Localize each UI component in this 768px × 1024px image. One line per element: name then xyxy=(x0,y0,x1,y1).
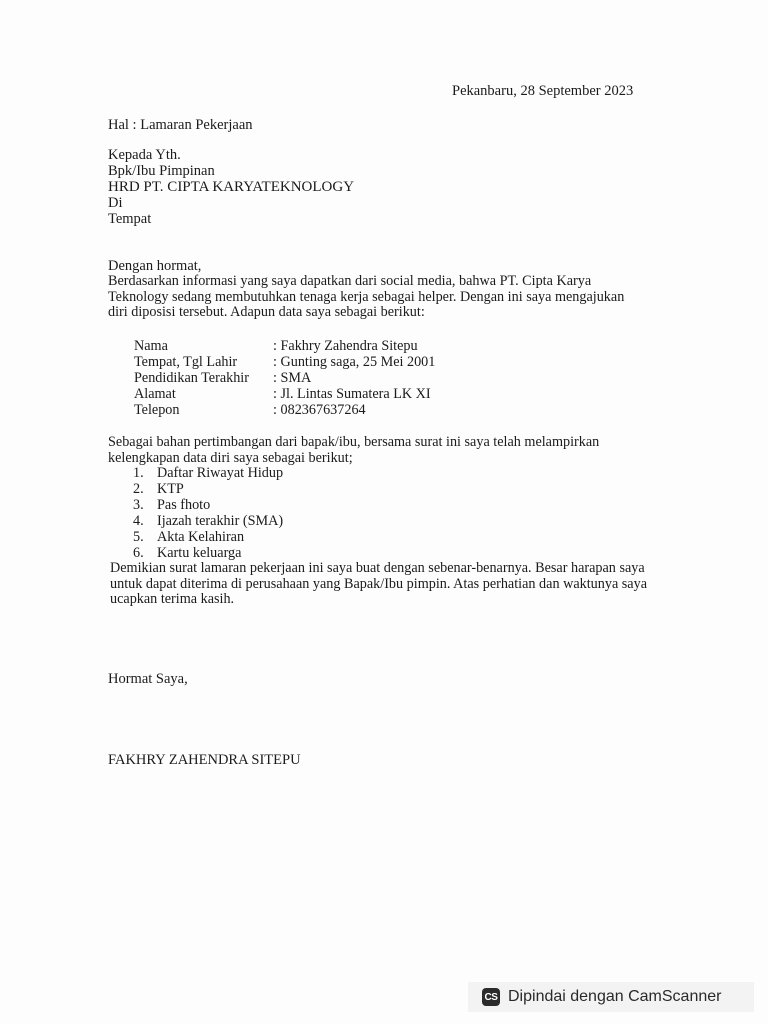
data-label: Telepon xyxy=(134,402,180,418)
letter-date: Pekanbaru, 28 September 2023 xyxy=(452,83,634,99)
closing-paragraph xyxy=(110,561,647,608)
intro-paragraph xyxy=(108,274,624,321)
personal-data-table xyxy=(134,338,435,418)
paragraph-line: Teknology sedang membutuhkan tenaga kerja sebagai helper. Dengan ini saya mengajukan xyxy=(108,288,625,305)
list-number: 2. xyxy=(133,481,144,497)
list-text: KTP xyxy=(157,481,184,497)
data-value: : 082367637264 xyxy=(273,402,366,418)
data-row-name xyxy=(134,338,435,354)
list-text: Kartu keluarga xyxy=(157,545,242,561)
paragraph-line: Berdasarkan informasi yang saya dapatkan dari social media, bahwa PT. Cipta Karya xyxy=(108,273,592,289)
paragraph-line: Sebagai bahan pertimbangan dari bapak/ibu, bersama surat ini saya telah melampirkan xyxy=(108,434,600,450)
recipient-line: Kepada Yth. xyxy=(108,147,181,163)
paragraph-line: Demikian surat lamaran pekerjaan ini saya buat dengan sebenar-benarnya. Besar harapan saya xyxy=(110,560,645,576)
list-item xyxy=(133,481,283,497)
data-label: Nama xyxy=(134,338,168,354)
paragraph-line: untuk dapat diterima di perusahaan yang Bapak/Ibu pimpin. Atas perhatian dan waktunya saya xyxy=(110,575,647,592)
paragraph-line: ucapkan terima kasih. xyxy=(110,591,235,607)
data-value: : SMA xyxy=(273,370,311,386)
data-label: Tempat, Tgl Lahir xyxy=(134,354,238,370)
data-row-address xyxy=(134,386,435,402)
list-item xyxy=(133,465,283,481)
list-text: Daftar Riwayat Hidup xyxy=(157,465,284,481)
recipient-company: HRD PT. CIPTA KARYATEKNOLOGY xyxy=(108,179,355,195)
data-row-birth xyxy=(134,354,435,370)
list-item xyxy=(133,513,283,529)
recipient-block xyxy=(108,147,354,227)
paragraph-line: kelengkapan data diri saya sebagai berikut; xyxy=(108,449,353,466)
camscanner-logo-icon: CS xyxy=(482,988,500,1006)
list-number: 5. xyxy=(133,529,144,545)
data-label: Pendidikan Terakhir xyxy=(134,370,249,386)
list-text: Akta Kelahiran xyxy=(157,529,245,545)
recipient-line: Bpk/Ibu Pimpinan xyxy=(108,163,215,179)
data-label: Alamat xyxy=(134,386,176,402)
list-text: Ijazah terakhir (SMA) xyxy=(157,513,284,529)
recipient-line: Di xyxy=(108,195,123,211)
list-item xyxy=(133,545,283,561)
attachment-list xyxy=(133,465,283,561)
list-text: Pas fhoto xyxy=(157,497,211,513)
signature-name: FAKHRY ZAHENDRA SITEPU xyxy=(108,752,301,768)
list-number: 4. xyxy=(133,513,144,529)
list-item xyxy=(133,497,283,513)
letter-subject: Hal : Lamaran Pekerjaan xyxy=(108,117,253,133)
recipient-line: Tempat xyxy=(108,211,152,227)
data-row-education xyxy=(134,370,435,386)
list-number: 6. xyxy=(133,545,144,561)
paragraph-line: diri diposisi tersebut. Adapun data saya sebagai berikut: xyxy=(108,304,425,320)
camscanner-watermark xyxy=(468,982,754,1012)
closing-salutation: Hormat Saya, xyxy=(108,671,188,687)
greeting: Dengan hormat, xyxy=(108,258,202,274)
data-row-phone xyxy=(134,402,435,418)
data-value: : Jl. Lintas Sumatera LK XI xyxy=(273,386,431,402)
data-value: : Fakhry Zahendra Sitepu xyxy=(273,338,418,354)
list-number: 3. xyxy=(133,497,144,513)
data-value: : Gunting saga, 25 Mei 2001 xyxy=(273,354,435,370)
list-number: 1. xyxy=(133,465,144,481)
list-item xyxy=(133,529,283,545)
watermark-text: Dipindai dengan CamScanner xyxy=(508,988,722,1005)
attachment-intro-paragraph xyxy=(108,435,599,466)
